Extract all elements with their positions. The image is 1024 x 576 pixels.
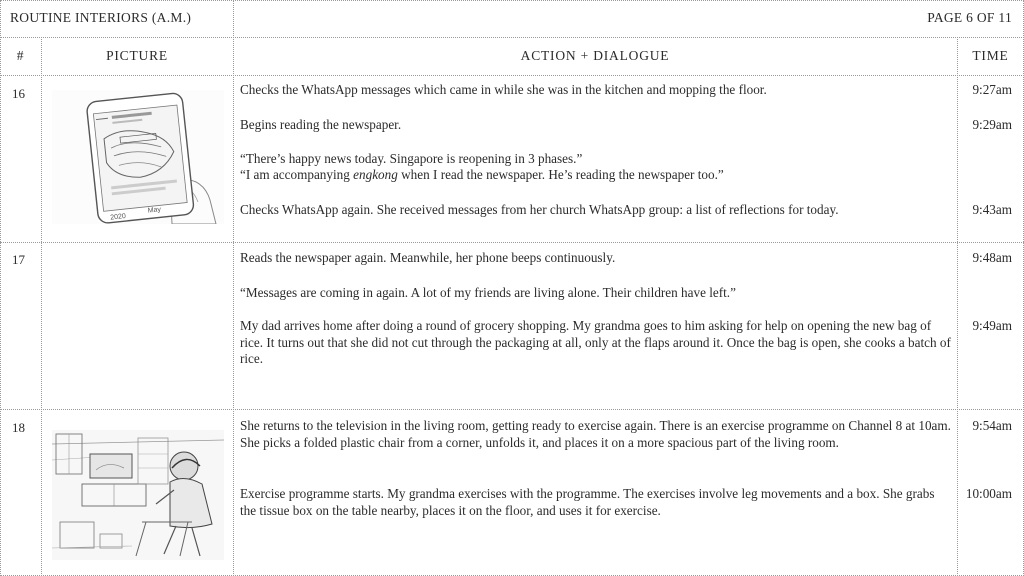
dialogue-16-c: “There’s happy news today. Singapore is reopening in 3 phases.” bbox=[240, 151, 583, 166]
phone-month-label: May bbox=[147, 206, 162, 215]
rule-after-title bbox=[233, 0, 234, 38]
action-18-b: Exercise programme starts. My grandma exercises with the programme. The exercises involve leg movements and a box. She grabs the tissue box on the table nearby, places it on the floor, and uses it for exercise. bbox=[240, 486, 935, 518]
living-room-image bbox=[52, 430, 224, 560]
rule-after-picture bbox=[233, 37, 234, 576]
column-header-time: TIME bbox=[972, 48, 1009, 63]
action-17-a: Reads the newspaper again. Meanwhile, her phone beeps continuously. bbox=[240, 250, 616, 265]
time-18-b: 10:00am bbox=[965, 486, 1012, 501]
time-16-e: 9:43am bbox=[972, 202, 1012, 217]
row-number-17: 17 bbox=[12, 252, 25, 267]
phone-newspaper-image bbox=[52, 90, 224, 224]
dialogue-16-d-emphasis: engkong bbox=[353, 167, 398, 182]
dialogue-16-d-start: “I am accompanying bbox=[240, 167, 354, 182]
column-header-number: # bbox=[16, 48, 25, 63]
dialogue-16-d bbox=[240, 167, 952, 184]
dialogue-17-b: “Messages are coming in again. A lot of my friends are living alone. Their children have left.” bbox=[240, 285, 736, 300]
row-number-18: 18 bbox=[12, 420, 25, 435]
rule-after-action bbox=[957, 37, 958, 576]
column-header-action: ACTION + DIALOGUE bbox=[520, 48, 670, 63]
column-header-picture: PICTURE bbox=[106, 48, 168, 63]
rule-below-columns bbox=[0, 75, 1024, 76]
time-16-a: 9:27am bbox=[972, 82, 1012, 97]
rule-below-row-17 bbox=[0, 409, 1024, 410]
time-17-c: 9:49am bbox=[972, 318, 1012, 333]
action-16-e: Checks WhatsApp again. She received messages from her church WhatsApp group: a list of reflections for today. bbox=[240, 202, 839, 217]
document-title: ROUTINE INTERIORS (A.M.) bbox=[10, 10, 192, 25]
action-16-b: Begins reading the newspaper. bbox=[240, 117, 402, 132]
rule-top bbox=[0, 0, 1024, 1]
time-16-b: 9:29am bbox=[972, 117, 1012, 132]
row-number-16: 16 bbox=[12, 86, 25, 101]
action-17-c: My dad arrives home after doing a round of grocery shopping. My grandma goes to him asking for help on opening the new bag of rice. It turns out that she did not cut through the packaging at all, only at the flaps around it. Once the bag is open, she cooks a batch of rice. bbox=[240, 318, 951, 367]
rule-below-title bbox=[0, 37, 1024, 38]
phone-year-label: 2020 bbox=[110, 212, 127, 222]
time-18-a: 9:54am bbox=[972, 418, 1012, 433]
dialogue-16-d-end: when I read the newspaper. He’s reading the newspaper too.” bbox=[397, 167, 724, 182]
rule-left bbox=[0, 0, 1, 576]
page-indicator: PAGE 6 OF 11 bbox=[927, 10, 1012, 25]
rule-after-number bbox=[41, 37, 42, 576]
rule-below-row-16 bbox=[0, 242, 1024, 243]
action-18-a: She returns to the television in the living room, getting ready to exercise again. There is an exercise programme on Channel 8 at 10am. She picks a folded plastic chair from a corner, unfolds it, and places it on a more spacious part of the living room. bbox=[240, 418, 951, 450]
time-17-a: 9:48am bbox=[972, 250, 1012, 265]
action-16-a: Checks the WhatsApp messages which came in while she was in the kitchen and mopping the floor. bbox=[240, 82, 767, 97]
